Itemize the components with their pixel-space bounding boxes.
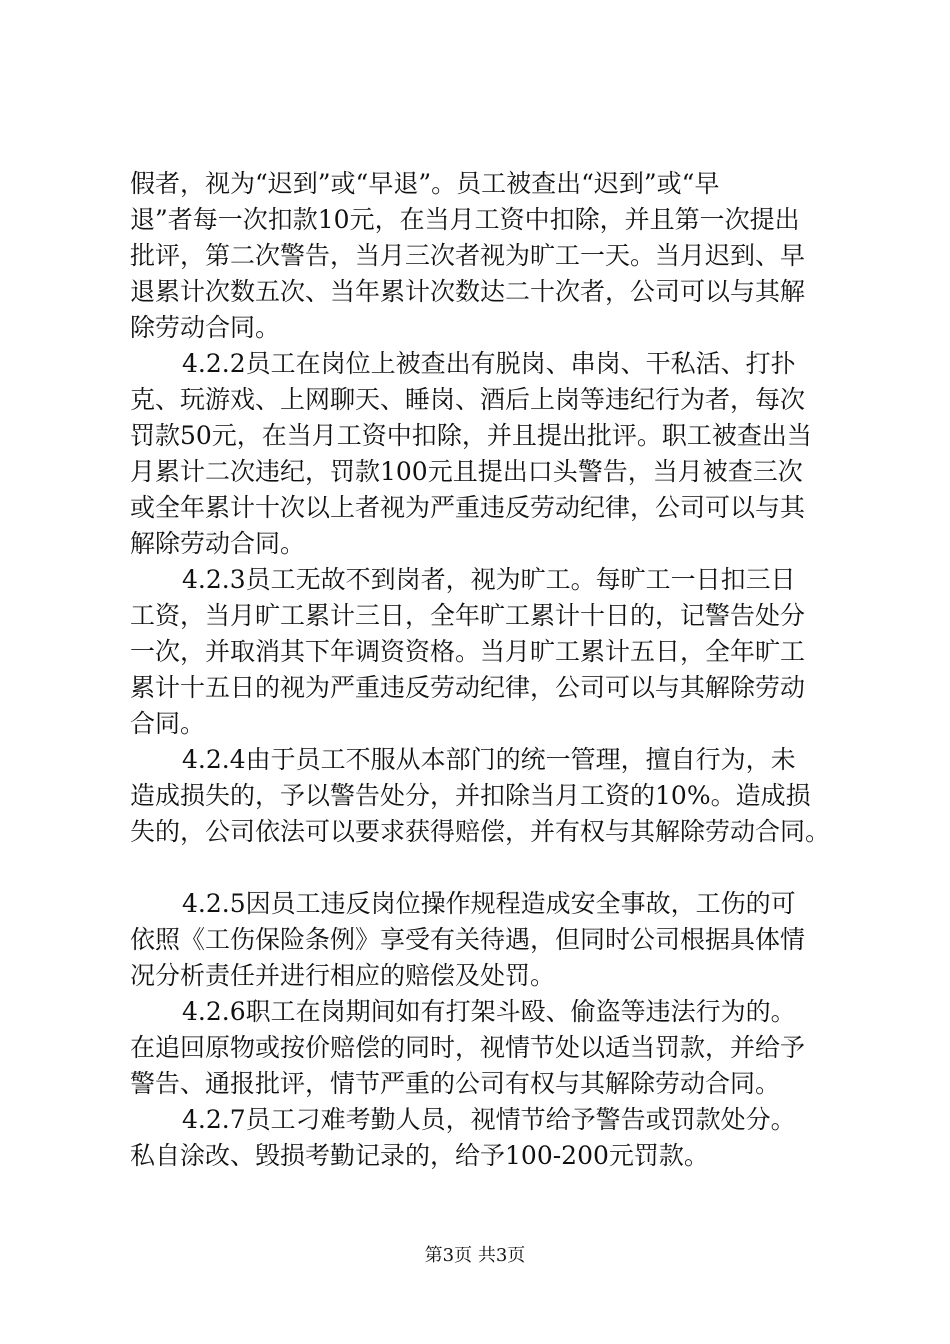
clause-4-2-6-line: 4.2.6职工在岗期间如有打架斗殴、偷盗等违法行为的。 [182, 997, 796, 1026]
text-line: 退”者每一次扣款10元，在当月工资中扣除，并且第一次提出 [130, 205, 800, 234]
text-line: 批评，第二次警告，当月三次者视为旷工一天。当月迟到、早 [130, 241, 806, 270]
paragraph-gap [130, 850, 820, 886]
text-line: 造成损失的，予以警告处分，并扣除当月工资的10%。造成损 [130, 781, 811, 810]
clause-4-2-5-line: 4.2.5因员工违反岗位操作规程造成安全事故，工伤的可 [182, 889, 796, 918]
text-line: 累计十五日的视为严重违反劳动纪律，公司可以与其解除劳动 [130, 673, 806, 702]
text-line: 退累计次数五次、当年累计次数达二十次者，公司可以与其解 [130, 277, 806, 306]
text-line: 一次，并取消其下年调资资格。当月旷工累计五日，全年旷工 [130, 637, 806, 666]
text-line: 解除劳动合同。 [130, 529, 306, 558]
page-number-footer: 第3页 共3页 [424, 1245, 526, 1266]
text-line: 假者，视为“迟到”或“早退”。员工被查出“迟到”或“早 [130, 169, 720, 198]
text-line: 罚款50元，在当月工资中扣除，并且提出批评。职工被查出当 [130, 421, 812, 450]
clause-4-2-7-line: 4.2.7员工刁难考勤人员，视情节给予警告或罚款处分。 [182, 1105, 796, 1134]
clause-4-2-4-line: 4.2.4由于员工不服从本部门的统一管理，擅自行为，未 [182, 745, 796, 774]
text-line: 私自涂改、毁损考勤记录的，给予100-200元罚款。 [130, 1141, 709, 1170]
text-line: 在追回原物或按价赔偿的同时，视情节处以适当罚款，并给予 [130, 1033, 806, 1062]
text-line: 合同。 [130, 709, 206, 738]
text-line: 警告、通报批评，情节严重的公司有权与其解除劳动合同。 [130, 1069, 781, 1098]
clause-4-2-3-line: 4.2.3员工无故不到岗者，视为旷工。每旷工一日扣三日 [182, 565, 796, 594]
clause-4-2-2-line: 4.2.2员工在岗位上被查出有脱岗、串岗、干私活、打扑 [182, 349, 796, 378]
text-line: 工资，当月旷工累计三日，全年旷工累计十日的，记警告处分 [130, 601, 806, 630]
text-line: 况分析责任并进行相应的赔偿及处罚。 [130, 961, 556, 990]
text-line: 依照《工伤保险条例》享受有关待遇，但同时公司根据具体情 [130, 925, 806, 954]
text-line: 或全年累计十次以上者视为严重违反劳动纪律，公司可以与其 [130, 493, 806, 522]
document-body [130, 166, 831, 1174]
text-line: 克、玩游戏、上网聊天、睡岗、酒后上岗等违纪行为者，每次 [130, 385, 806, 414]
text-line: 除劳动合同。 [130, 313, 281, 342]
text-line: 月累计二次违纪，罚款100元且提出口头警告，当月被查三次 [130, 457, 803, 486]
text-line: 失的，公司依法可以要求获得赔偿，并有权与其解除劳动合同。 [130, 817, 831, 846]
